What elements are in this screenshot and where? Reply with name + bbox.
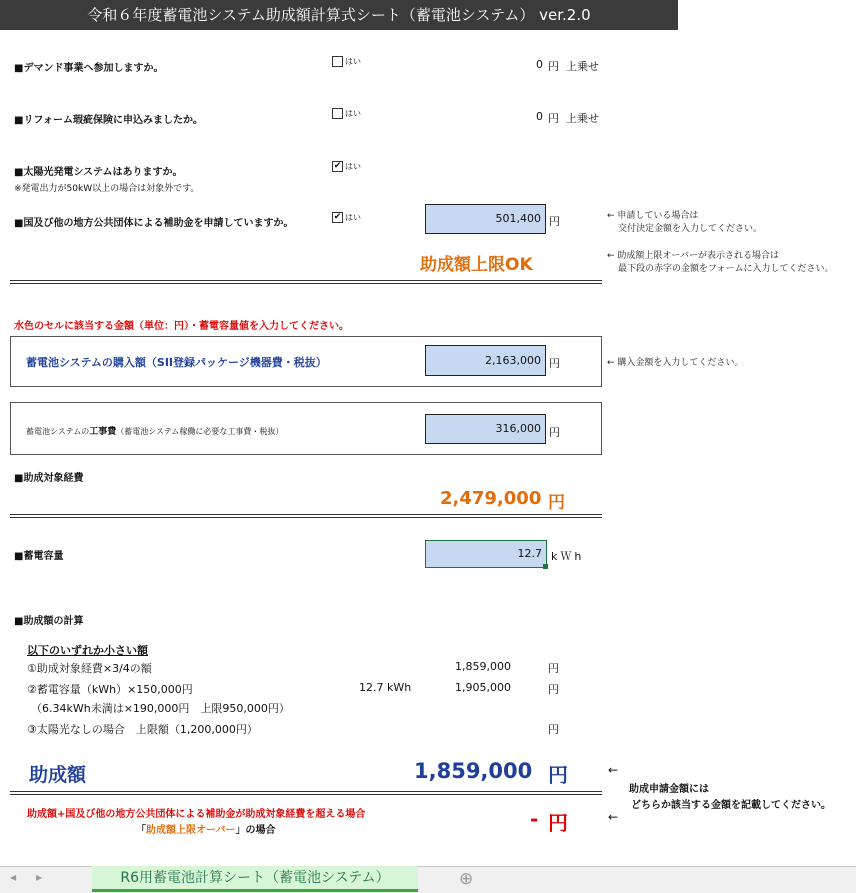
calc-row2-value: 1,905,000 <box>455 681 511 694</box>
checkbox-solar-label: はい <box>345 162 361 171</box>
construction-label-bold: 工事費 <box>89 427 117 437</box>
note-applied-line2: 交付決定金額を入力してください。 <box>618 224 763 234</box>
divider <box>10 514 602 518</box>
demand-suffix: 上乗せ <box>566 60 599 73</box>
other-subsidy-input[interactable]: 501,400 <box>425 204 546 234</box>
calc-row1-unit: 円 <box>548 662 559 675</box>
checkbox-reform-label: はい <box>345 109 361 118</box>
question-solar: ■太陽光発電システムはありますか。 <box>14 167 183 178</box>
calc-heading: ■助成額の計算 <box>14 616 84 627</box>
purchase-note: ← 購入金額を入力してください。 <box>607 358 744 368</box>
limit-status: 助成額上限OK <box>420 255 533 275</box>
purchase-unit: 円 <box>549 357 560 370</box>
scroll-left-icon[interactable]: ◀ <box>10 873 17 882</box>
eligible-unit: 円 <box>548 493 565 513</box>
over-arrow: ← <box>608 810 619 824</box>
divider <box>10 280 602 284</box>
sheet-title: 令和６年度蓄電池システム助成額計算式シート（蓄電池システム） ver.2.0 <box>0 0 678 30</box>
construction-unit: 円 <box>549 426 560 439</box>
reform-amount: 0 <box>536 110 543 123</box>
over-line2-suffix: 」の場合 <box>235 825 276 836</box>
scroll-right-icon[interactable]: ▶ <box>36 873 43 882</box>
checkbox-solar[interactable]: ✔ <box>333 161 342 171</box>
fill-handle[interactable] <box>543 564 548 569</box>
subsidy-label: 助成額 <box>29 764 87 786</box>
over-line2-prefix: 「 <box>136 825 146 836</box>
reform-suffix: 上乗せ <box>566 112 599 125</box>
question-other-subsidy: ■国及び他の地方公共団体による補助金を申請していますか。 <box>14 218 294 229</box>
solar-note: ※発電出力が50kW以上の場合は対象外です。 <box>14 184 200 194</box>
over-line2-emph: 助成額上限オーバー <box>146 825 236 836</box>
instruction-text: 水色のセルに該当する金額（単位：円）・蓄電容量値を入力してください。 <box>14 321 349 332</box>
over-unit: 円 <box>548 811 568 835</box>
question-reform: ■リフォーム瑕疵保険に申込みましたか。 <box>14 115 203 126</box>
bottom-note-line2: どちらか該当する金額を記載してください。 <box>631 800 831 811</box>
over-line2 <box>136 821 276 836</box>
checkbox-reform[interactable] <box>332 108 343 119</box>
reform-unit: 円 <box>548 112 559 125</box>
calc-row1-value: 1,859,000 <box>455 660 511 673</box>
divider <box>10 791 602 795</box>
checkbox-other-subsidy-label: はい <box>345 213 361 222</box>
add-sheet-icon[interactable]: ⊕ <box>459 869 474 889</box>
calc-row2-label: ②蓄電容量（kWh）×150,000円 <box>27 683 193 696</box>
demand-unit: 円 <box>548 60 559 73</box>
capacity-unit: kＷh <box>551 550 585 563</box>
calc-row2-unit: 円 <box>548 683 559 696</box>
calc-row2-kwh: 12.7 kWh <box>359 681 412 694</box>
note-applied-line1: ← 申請している場合は <box>607 211 699 221</box>
subsidy-arrow: ← <box>608 763 619 777</box>
subsidy-value: 1,859,000 <box>414 759 533 783</box>
calc-row3-label: ③太陽光なしの場合 上限額（1,200,000円） <box>27 723 258 736</box>
capacity-input[interactable]: 12.7 <box>425 540 547 568</box>
capacity-label: ■蓄電容量 <box>14 551 64 562</box>
checkbox-demand-label: はい <box>345 57 361 66</box>
question-demand: ■デマンド事業へ参加しますか。 <box>14 63 164 74</box>
purchase-input[interactable]: 2,163,000 <box>425 345 546 376</box>
construction-label-suffix: （蓄電池システム稼働に必要な工事費・税抜） <box>116 427 284 436</box>
calc-row3-unit: 円 <box>548 723 559 736</box>
calc-row2-note: （6.34kWh未満は×190,000円 上限950,000円） <box>31 702 290 715</box>
sheet-tab-r6[interactable]: R6用蓄電池計算シート（蓄電池システム） <box>92 866 418 892</box>
bottom-note-line1: 助成申請金額には <box>629 784 709 795</box>
eligible-label: ■助成対象経費 <box>14 473 84 484</box>
construction-label <box>26 424 283 437</box>
subsidy-unit: 円 <box>548 763 568 787</box>
calc-subheading: 以下のいずれか小さい額 <box>27 644 148 657</box>
checkbox-demand[interactable] <box>332 56 343 67</box>
over-value: - <box>530 807 539 831</box>
note-over-line1: ← 助成額上限オーバーが表示される場合は <box>607 251 779 261</box>
note-over-line2: 最下段の赤字の金額をフォームに入力してください。 <box>618 264 834 274</box>
purchase-label: 蓄電池システムの購入額（SII登録パッケージ機器費・税抜） <box>26 356 327 369</box>
eligible-value: 2,479,000 <box>440 488 542 509</box>
checkbox-other-subsidy[interactable]: ✔ <box>333 212 342 222</box>
other-subsidy-unit: 円 <box>549 215 560 228</box>
calc-row1-label: ①助成対象経費×3/4の額 <box>27 662 152 675</box>
over-line1: 助成額+国及び他の地方公共団体による補助金が助成対象経費を超える場合 <box>27 809 366 820</box>
construction-input[interactable]: 316,000 <box>425 414 546 444</box>
construction-label-prefix: 蓄電池システムの <box>26 427 90 436</box>
demand-amount: 0 <box>536 58 543 71</box>
